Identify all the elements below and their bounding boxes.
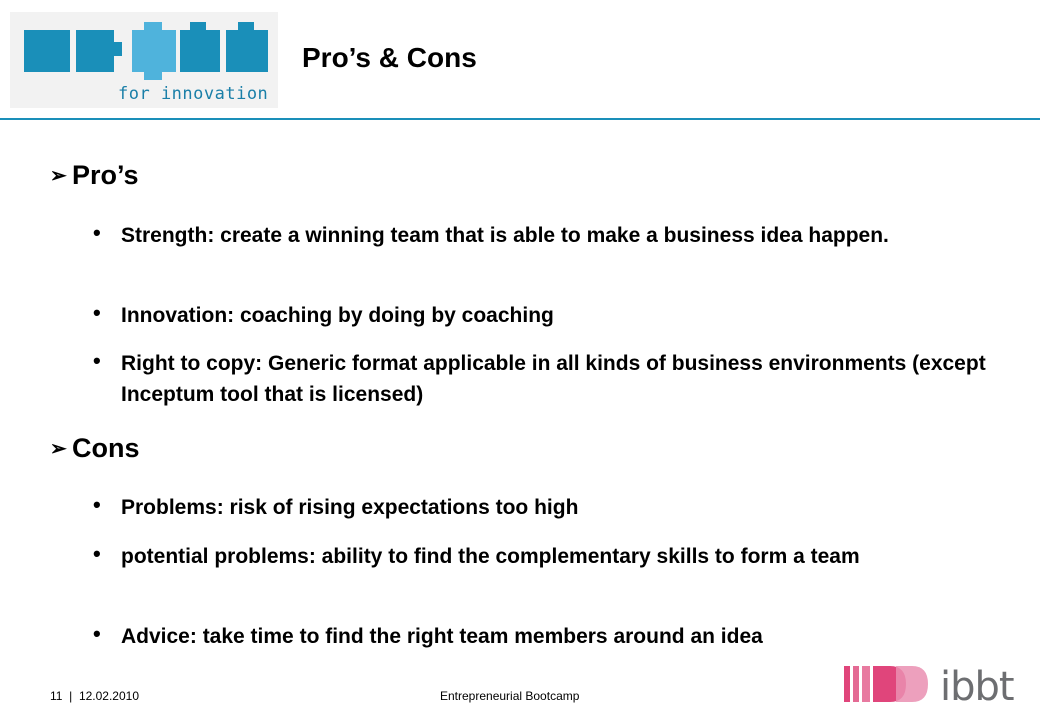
page-number: 11 xyxy=(50,689,63,703)
svg-text:ibbt: ibbt xyxy=(940,664,1014,708)
bullet-dot-icon: • xyxy=(93,300,101,325)
list-item xyxy=(93,492,993,523)
list-item-text: potential problems: ability to find the complementary skills to form a team xyxy=(121,545,860,568)
list-item xyxy=(93,348,993,410)
list-item-text: Problems: risk of rising expectations too high xyxy=(121,496,579,519)
header-divider xyxy=(0,118,1040,120)
list-item xyxy=(93,300,993,331)
list-item-text: Innovation: coaching by doing by coaching xyxy=(121,304,554,327)
list-item-text: Advice: take time to find the right team members around an idea xyxy=(121,625,763,648)
section-heading-label: Pro’s xyxy=(72,160,139,190)
bullet-dot-icon: • xyxy=(93,220,101,245)
ibbt-logo xyxy=(840,658,1030,708)
footer-date: 12.02.2010 xyxy=(78,689,139,703)
bullet-dot-icon: • xyxy=(93,348,101,373)
footer-separator: | xyxy=(69,689,73,703)
bullet-dot-icon: • xyxy=(93,492,101,517)
arrow-bullet-icon: ➢ xyxy=(50,438,67,460)
list-item-text: Right to copy: Generic format applicable in all kinds of business environments (except Inceptum tool that is licensed) xyxy=(121,352,986,406)
bullet-dot-icon: • xyxy=(93,541,101,566)
footer-page-info xyxy=(50,689,139,703)
logo-caption: for innovation xyxy=(118,84,269,104)
for-innovation-logo xyxy=(10,12,278,108)
footer-event-name: Entrepreneurial Bootcamp xyxy=(440,689,580,703)
list-item-text: Strength: create a winning team that is able to make a business idea happen. xyxy=(121,224,889,247)
section-heading-cons xyxy=(50,433,140,464)
list-item xyxy=(93,621,993,652)
list-item xyxy=(93,541,993,572)
bullet-dot-icon: • xyxy=(93,621,101,646)
slide-title: Pro’s & Cons xyxy=(302,42,477,73)
section-heading-label: Cons xyxy=(72,433,140,463)
arrow-bullet-icon: ➢ xyxy=(50,165,67,187)
section-heading-pros xyxy=(50,160,139,191)
list-item xyxy=(93,220,993,251)
